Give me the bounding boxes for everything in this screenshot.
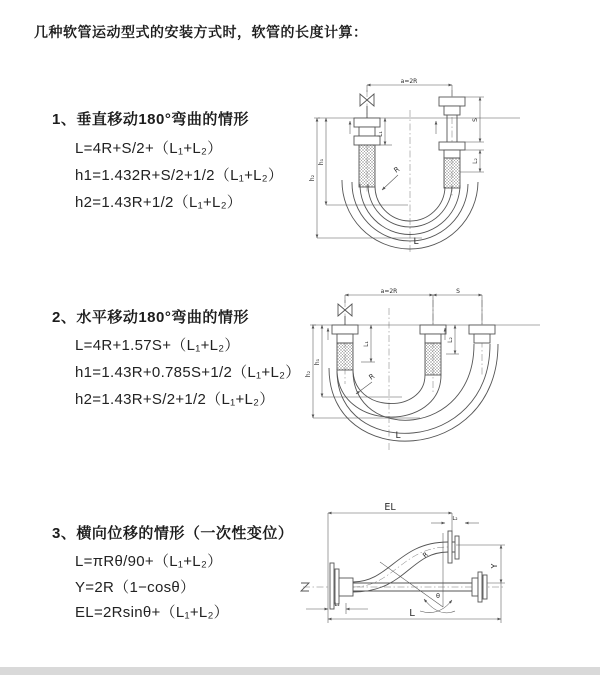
dim-label-s: S xyxy=(456,288,460,295)
left-pipe-assembly xyxy=(354,118,380,187)
braided-hose-section xyxy=(359,145,375,187)
hose-u-bends xyxy=(329,344,498,441)
hose-s-curve xyxy=(353,542,448,592)
diagram-horizontal-180-bend xyxy=(305,284,598,456)
scan-bottom-edge xyxy=(0,667,600,675)
middle-pipe-assembly xyxy=(420,325,446,375)
right-pipe-assembly xyxy=(469,325,495,343)
braided-hose-section xyxy=(425,343,441,375)
dim-label-l2: L₂ xyxy=(452,516,458,522)
radius-label: R xyxy=(421,550,430,560)
angle-label: θ xyxy=(436,592,440,600)
section-1-formula-h1: h1=1.432R+S/2+1/2（L₁+L₂） xyxy=(75,167,284,184)
dim-label-a2r: a=2R xyxy=(380,288,398,295)
diagram-vertical-180-bend xyxy=(309,72,594,257)
section-3-formula-Y: Y=2R（1−cosθ） xyxy=(75,579,196,596)
section-2-formula-h1: h1=1.43R+0.785S+1/2（L₁+L₂） xyxy=(75,364,301,381)
upper-flange xyxy=(448,531,459,563)
section-1-formula-h2: h2=1.43R+1/2（L₁+L₂） xyxy=(75,194,243,211)
diagram-lateral-displacement xyxy=(298,502,600,648)
dim-label-l2: L₂ xyxy=(447,337,454,343)
section-2-formula-h2: h2=1.43R+S/2+1/2（L₁+L₂） xyxy=(75,391,275,408)
page-title: 几种软管运动型式的安装方式时，软管的长度计算： xyxy=(34,24,368,40)
dim-label-l2: L₂ xyxy=(472,158,479,164)
dimension-lines xyxy=(310,295,482,418)
radius-label: R xyxy=(367,372,377,382)
length-label: L xyxy=(413,237,419,247)
section-3-heading: 3、横向位移的情形（一次性变位） xyxy=(52,525,294,542)
length-label: L xyxy=(395,431,401,441)
dim-label-l1: L₁ xyxy=(377,131,384,137)
section-3-formula-EL: EL=2Rsinθ+（L₁+L₂） xyxy=(75,604,229,621)
braided-hose-section xyxy=(444,158,460,188)
section-1-formula-L: L=4R+S/2+（L₁+L₂） xyxy=(75,140,223,157)
dim-label-h2: h₂ xyxy=(305,370,312,378)
construction-lines xyxy=(380,533,455,613)
radius-label: R xyxy=(392,165,402,175)
length-label: L xyxy=(409,608,415,619)
section-2-heading: 2、水平移动180°弯曲的情形 xyxy=(52,309,249,326)
left-pipe-assembly xyxy=(332,325,358,370)
dim-label-y: Y xyxy=(490,563,499,569)
dim-label-el: EL xyxy=(384,502,396,513)
dim-label-h1: h₁ xyxy=(314,358,321,366)
section-2-formula-L: L=4R+1.57S+（L₁+L₂） xyxy=(75,337,240,354)
braided-hose-section xyxy=(337,343,353,370)
right-pipe-assembly xyxy=(439,97,465,188)
centerlines xyxy=(345,300,482,452)
dim-label-a2r: a=2R xyxy=(400,78,418,85)
dim-label-l1: L₁ xyxy=(334,602,340,608)
dim-label-h2: h₂ xyxy=(309,174,316,182)
dim-label-l1: L₁ xyxy=(363,341,370,347)
section-1-heading: 1、垂直移动180°弯曲的情形 xyxy=(52,111,249,128)
centerlines xyxy=(367,90,452,252)
valve-icon xyxy=(360,94,374,118)
dim-label-s: S xyxy=(472,118,479,122)
dim-label-h1: h₁ xyxy=(318,158,325,166)
section-3-formula-L: L=πRθ/90+（L₁+L₂） xyxy=(75,553,223,570)
